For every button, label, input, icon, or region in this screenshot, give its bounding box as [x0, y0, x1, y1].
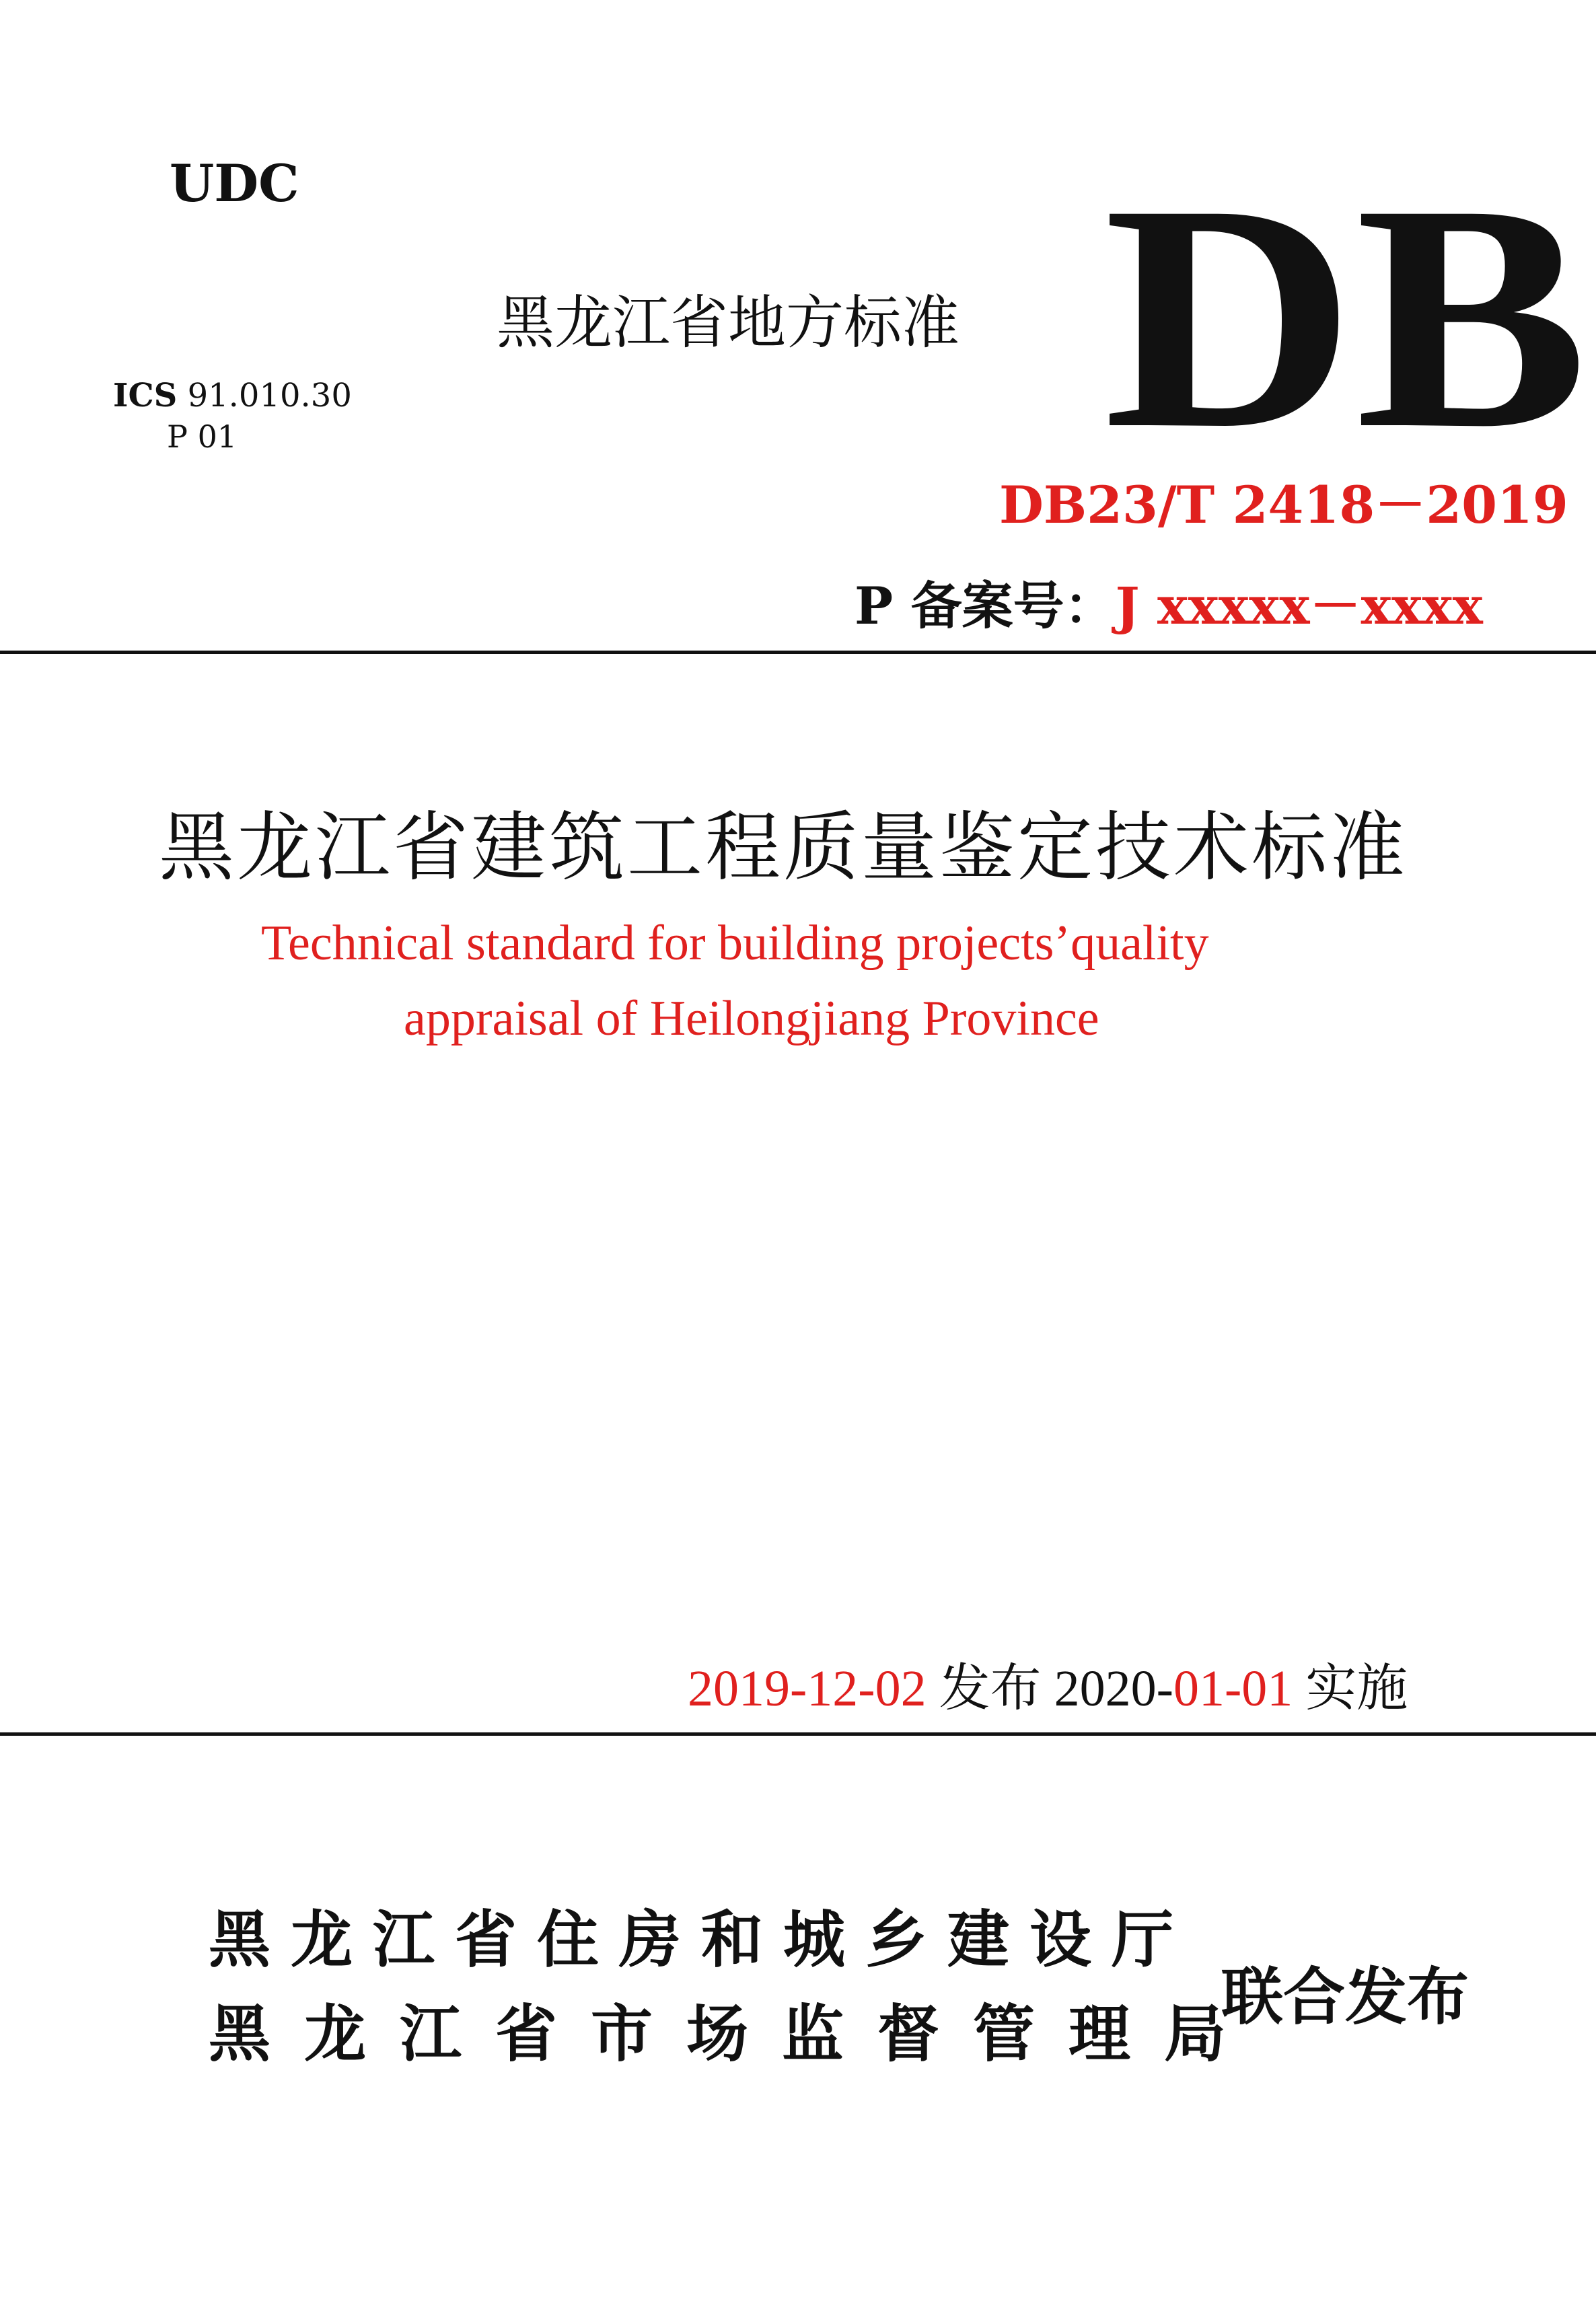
implement-year: 2020- [1054, 1660, 1173, 1717]
db-logo: DB [1103, 137, 1589, 495]
bottom-divider [0, 1732, 1596, 1736]
date-line [688, 1647, 1408, 1720]
publish-label: 发布 [939, 1660, 1042, 1717]
joint-issue-label: 联合发布 [1221, 1961, 1470, 2033]
title-chinese: 黑龙江省建筑工程质量鉴定技术标准 [159, 804, 1408, 891]
udc-label: UDC [170, 153, 299, 213]
issuer-org-1: 黑龙江省住房和城乡建设厅 [209, 1904, 1194, 1976]
implement-monthday: 01-01 [1173, 1660, 1293, 1717]
ics-label: ICS [113, 377, 178, 414]
top-divider [0, 651, 1596, 654]
standard-number: DB23/T 2418－2019 [999, 475, 1568, 535]
filing-record [855, 565, 1483, 638]
filing-label: P 备案号： [855, 576, 1116, 636]
ics-code [113, 377, 352, 414]
ccs-code: P 01 [167, 418, 238, 455]
ics-value: 91.010.30 [187, 377, 352, 414]
standard-type: 黑龙江省地方标准 [497, 289, 959, 357]
publish-date: 2019-12-02 [688, 1660, 927, 1717]
title-english-line2: appraisal of Heilongjiang Province [404, 991, 1099, 1046]
title-english-line1: Technical standard for building projects’quality [261, 916, 1209, 971]
issuer-org-2: 黑龙江省市场监督管理局 [209, 1998, 1260, 2070]
filing-number: J xxxxx－xxxx [1115, 576, 1483, 636]
implement-label: 实施 [1305, 1660, 1408, 1717]
